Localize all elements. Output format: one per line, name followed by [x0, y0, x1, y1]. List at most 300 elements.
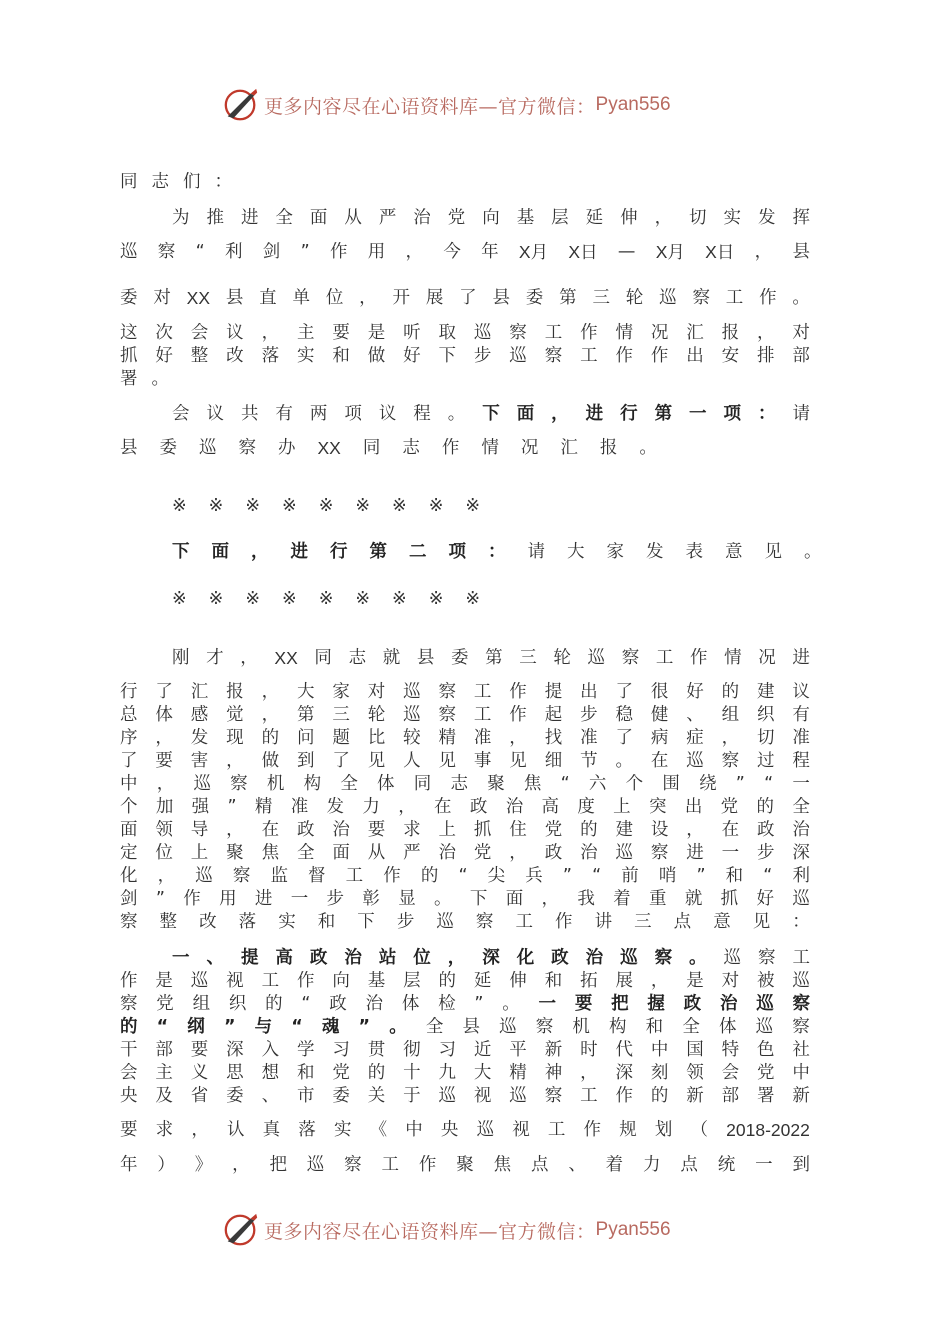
- text-char: 对: [367, 682, 386, 702]
- text-char: 个: [120, 797, 138, 817]
- text-char: 志: [450, 774, 468, 794]
- text-char: 察: [757, 948, 776, 968]
- text-char: 准: [290, 797, 309, 817]
- text-char: 平: [509, 1040, 527, 1060]
- text-char: 焦: [493, 1155, 512, 1175]
- text-char: 织: [228, 994, 247, 1014]
- text-char: ※: [355, 589, 371, 609]
- text-char: 意: [725, 542, 743, 562]
- bold-text-char: 、: [206, 948, 224, 968]
- text-char: 实: [278, 912, 296, 932]
- text-char: 焦: [261, 843, 280, 863]
- text-char: 严: [403, 843, 421, 863]
- text-char: 对: [721, 971, 740, 991]
- text-char: 着: [613, 889, 631, 909]
- text-char: 办: [278, 438, 296, 458]
- text-line: [120, 1038, 810, 1062]
- text-char: 住: [509, 820, 527, 840]
- text-char: ：: [214, 172, 232, 192]
- text-char: 出: [580, 682, 598, 702]
- text-char: 县: [492, 288, 510, 308]
- text-char: 治: [505, 797, 524, 817]
- text-char: 整: [190, 346, 209, 366]
- text-char: 前: [621, 866, 639, 886]
- text-char: ※: [428, 589, 444, 609]
- text-char: ，: [398, 797, 416, 817]
- bold-text-char: 治: [344, 948, 362, 968]
- text-char: 是: [367, 323, 386, 343]
- text-char: ※: [318, 496, 334, 516]
- text-char: 度: [577, 797, 595, 817]
- text-char: 的: [756, 797, 774, 817]
- text-char: 讲: [594, 912, 613, 932]
- text-char: 步: [326, 889, 345, 909]
- text-char: 大: [567, 542, 585, 562]
- text-line: [120, 864, 810, 888]
- text-char: 。: [615, 751, 633, 771]
- text-char: 下: [469, 889, 488, 909]
- text-char: 进: [240, 208, 259, 228]
- text-char: 行: [120, 682, 138, 702]
- text-char: ”: [155, 889, 165, 909]
- text-char: 构: [303, 774, 322, 794]
- bold-text-char: 第: [654, 404, 673, 424]
- text-char: 察: [544, 1086, 563, 1106]
- text-char: 议: [206, 404, 224, 424]
- text-char: 问: [296, 728, 315, 748]
- text-char: 委: [226, 1086, 244, 1106]
- bold-text-char: 要: [574, 994, 593, 1014]
- text-char: 部: [792, 346, 810, 366]
- text-char: 察: [120, 994, 138, 1014]
- text-char: 挥: [792, 208, 810, 228]
- text-char: 体: [155, 705, 173, 725]
- text-char: 县: [462, 1017, 480, 1037]
- text-char: 巡: [195, 866, 213, 886]
- text-char: 体: [718, 1017, 737, 1037]
- text-char: 哨: [658, 866, 677, 886]
- text-line: [120, 240, 810, 264]
- bold-text-char: 与: [254, 1017, 273, 1037]
- text-char: 向: [332, 971, 350, 991]
- text-char: 、: [261, 1086, 280, 1106]
- text-char: 深: [226, 1040, 244, 1060]
- text-char: ”: [474, 994, 484, 1014]
- text-char: 落: [298, 1120, 316, 1140]
- text-char: ，: [757, 323, 775, 343]
- text-char: 作: [583, 1120, 602, 1140]
- text-char: 见: [367, 751, 386, 771]
- text-char: 次: [155, 323, 173, 343]
- text-char: ”: [562, 866, 572, 886]
- text-char: 位: [325, 288, 344, 308]
- text-char: ，: [754, 242, 773, 262]
- text-char: 署: [120, 369, 138, 389]
- text-char: 题: [332, 728, 350, 748]
- text-char: 治: [365, 994, 384, 1014]
- text-char: XX: [317, 438, 341, 458]
- text-char: 导: [190, 820, 209, 840]
- text-char: 要: [190, 1040, 209, 1060]
- bold-text-char: ”: [358, 1017, 371, 1037]
- text-char: 在: [650, 751, 669, 771]
- text-char: 在: [261, 820, 280, 840]
- text-char: 同: [413, 774, 432, 794]
- text-char: 义: [190, 1063, 209, 1083]
- text-char: 全: [296, 843, 315, 863]
- text-char: ，: [261, 682, 280, 702]
- bold-text-char: 。: [389, 1017, 407, 1037]
- text-char: 作: [329, 242, 348, 262]
- text-char: 今: [443, 242, 461, 262]
- text-char: 巡: [306, 1155, 325, 1175]
- bold-text-char: 位: [413, 948, 431, 968]
- text-char: 政: [329, 994, 347, 1014]
- text-char: 请: [792, 404, 810, 424]
- text-char: 感: [190, 705, 209, 725]
- text-char: 近: [473, 1040, 492, 1060]
- text-char: 程: [792, 751, 810, 771]
- bold-text-char: 察: [654, 948, 673, 968]
- bold-text-char: 魂: [321, 1017, 340, 1037]
- text-char: 报: [721, 323, 740, 343]
- text-char: 展: [425, 288, 444, 308]
- pen-logo-icon: [222, 1211, 260, 1249]
- text-char: 入: [261, 1040, 280, 1060]
- bold-text-char: 下: [172, 542, 190, 562]
- text-char: ，: [226, 751, 244, 771]
- text-char: 了: [332, 751, 350, 771]
- text-char: 巡: [120, 242, 138, 262]
- text-char: 央: [120, 1086, 138, 1106]
- text-char: 现: [226, 728, 244, 748]
- text-char: 十: [403, 1063, 421, 1083]
- text-char: 进: [792, 648, 810, 668]
- text-char: 视: [512, 1120, 530, 1140]
- text-char: 轮: [553, 648, 571, 668]
- text-char: 利: [224, 242, 243, 262]
- text-line: [120, 1015, 810, 1039]
- text-char: 察: [650, 843, 669, 863]
- text-char: ：: [792, 912, 810, 932]
- bold-text-char: 的: [120, 1017, 138, 1037]
- text-char: 改: [199, 912, 217, 932]
- text-char: 大: [296, 682, 315, 702]
- text-char: 察: [157, 242, 176, 262]
- text-line: [120, 795, 810, 819]
- text-char: 治: [332, 820, 350, 840]
- text-char: 巡: [476, 1120, 495, 1140]
- text-char: 社: [792, 1040, 810, 1060]
- text-char: ，: [654, 208, 673, 228]
- bold-text-char: 进: [290, 542, 308, 562]
- text-char: ，: [261, 323, 280, 343]
- text-char: 力: [362, 797, 380, 817]
- text-char: 中: [405, 1120, 423, 1140]
- bold-text-char: ：: [488, 542, 506, 562]
- text-char: 巡: [199, 438, 217, 458]
- text-char: “: [763, 866, 773, 886]
- text-char: 的: [438, 971, 457, 991]
- text-char: 共: [240, 404, 259, 424]
- text-char: 党: [757, 1063, 775, 1083]
- text-char: 刚: [172, 648, 190, 668]
- text-char: 2018-2022: [726, 1120, 810, 1140]
- text-char: 全: [792, 797, 810, 817]
- text-char: 步: [580, 705, 598, 725]
- text-char: 听: [403, 323, 421, 343]
- text-char: 健: [650, 705, 669, 725]
- text-char: “: [764, 774, 774, 794]
- text-char: 着: [605, 1155, 624, 1175]
- text-line: [120, 1084, 810, 1108]
- text-char: 巡: [755, 1017, 774, 1037]
- text-char: 巡: [499, 1017, 517, 1037]
- text-char: 情: [481, 438, 499, 458]
- text-char: 事: [473, 751, 492, 771]
- text-char: 县: [416, 648, 435, 668]
- text-char: 察: [692, 288, 710, 308]
- text-char: 况: [520, 438, 539, 458]
- text-char: 在: [434, 797, 452, 817]
- text-char: 到: [296, 751, 315, 771]
- bold-text-char: ，: [251, 542, 269, 562]
- bold-text-char: 行: [620, 404, 638, 424]
- text-char: 同: [362, 438, 381, 458]
- text-char: 精: [509, 1063, 527, 1083]
- text-char: 出: [684, 797, 703, 817]
- text-char: 上: [438, 820, 457, 840]
- text-char: 拓: [580, 971, 598, 991]
- text-char: 对: [792, 323, 810, 343]
- text-char: 察: [621, 648, 640, 668]
- bold-text-char: 面: [516, 404, 535, 424]
- text-char: 取: [438, 323, 457, 343]
- text-char: 两: [309, 404, 328, 424]
- text-char: 察: [535, 1017, 554, 1037]
- text-char: 要: [367, 820, 386, 840]
- text-char: 、: [686, 705, 704, 725]
- text-char: ，: [157, 866, 176, 886]
- text-char: 全: [275, 208, 293, 228]
- text-char: 基: [367, 971, 386, 991]
- text-char: 全: [340, 774, 358, 794]
- text-char: 工: [381, 1155, 400, 1175]
- text-char: 聚: [226, 843, 244, 863]
- text-char: 巡: [792, 971, 810, 991]
- text-char: ，: [580, 1063, 598, 1083]
- text-char: 部: [721, 1086, 740, 1106]
- text-char: 构: [609, 1017, 627, 1037]
- text-line: [120, 170, 810, 194]
- text-char: 基: [516, 208, 535, 228]
- text-line: [120, 887, 810, 911]
- text-char: 治: [413, 208, 431, 228]
- text-char: 。: [447, 404, 466, 424]
- text-char: 察: [238, 438, 256, 458]
- text-char: ，: [405, 242, 424, 262]
- text-char: 是: [686, 971, 704, 991]
- text-char: 察: [232, 866, 251, 886]
- text-char: 察: [544, 346, 563, 366]
- text-char: 视: [226, 971, 244, 991]
- text-char: 排: [757, 346, 775, 366]
- text-char: 全: [682, 1017, 700, 1037]
- text-char: 部: [155, 1040, 173, 1060]
- text-char: 工: [580, 346, 598, 366]
- text-char: ※: [428, 496, 444, 516]
- bold-text-char: 提: [240, 948, 259, 968]
- text-char: 作: [615, 1086, 633, 1106]
- text-char: 特: [721, 1040, 740, 1060]
- text-char: 督: [308, 866, 326, 886]
- text-char: 轮: [367, 705, 386, 725]
- text-char: ※: [318, 589, 334, 609]
- bold-text-char: 化: [516, 948, 535, 968]
- text-char: 检: [438, 994, 456, 1014]
- text-char: 主: [296, 323, 315, 343]
- text-char: 程: [413, 404, 431, 424]
- text-char: 到: [792, 1155, 810, 1175]
- text-char: 轮: [625, 288, 644, 308]
- text-char: 报: [226, 682, 244, 702]
- text-char: 情: [724, 648, 742, 668]
- text-char: 了: [615, 728, 633, 748]
- text-char: ）: [157, 1155, 175, 1175]
- text-char: 及: [155, 1086, 173, 1106]
- text-char: 抓: [720, 889, 739, 909]
- text-char: 同: [314, 648, 332, 668]
- text-char: 贯: [367, 1040, 386, 1060]
- text-line: [120, 703, 810, 727]
- text-char: 央: [440, 1120, 459, 1140]
- text-line: [120, 436, 810, 460]
- banner-wechat-id: Pyan556: [595, 1219, 671, 1240]
- text-char: ，: [226, 820, 244, 840]
- text-char: 组: [192, 994, 211, 1014]
- text-char: 病: [650, 728, 669, 748]
- bold-text-char: 治: [585, 948, 604, 968]
- text-char: 面: [332, 843, 350, 863]
- watermark-banner-bottom: [222, 1210, 742, 1250]
- text-char: 出: [686, 346, 704, 366]
- text-char: 新: [686, 1086, 704, 1106]
- text-char: 会: [190, 323, 209, 343]
- bold-text-char: ，: [447, 948, 466, 968]
- text-char: ※: [282, 589, 297, 609]
- text-char: 在: [721, 820, 740, 840]
- text-char: 好: [686, 682, 704, 702]
- text-char: 节: [580, 751, 598, 771]
- text-char: 开: [392, 288, 410, 308]
- text-char: 察: [344, 1155, 362, 1175]
- text-char: 规: [619, 1120, 637, 1140]
- text-char: 层: [403, 971, 421, 991]
- text-char: 做: [261, 751, 280, 771]
- text-char: 请: [527, 542, 545, 562]
- text-char: 治: [580, 843, 598, 863]
- text-char: 步: [473, 346, 492, 366]
- text-char: 三: [332, 705, 350, 725]
- text-line: [120, 321, 810, 345]
- bold-text-char: “: [291, 1017, 303, 1037]
- text-char: 要: [155, 751, 173, 771]
- text-char: 和: [332, 346, 350, 366]
- text-char: 于: [403, 1086, 421, 1106]
- text-char: 点: [673, 912, 692, 932]
- banner-wechat-id: Pyan556: [595, 94, 671, 115]
- bold-text-char: 一: [689, 404, 707, 424]
- text-char: 工: [725, 288, 744, 308]
- text-char: 党: [332, 1063, 350, 1083]
- text-char: 巡: [438, 1086, 457, 1106]
- text-char: 很: [650, 682, 669, 702]
- text-char: ※: [208, 589, 224, 609]
- text-char: 工: [547, 1120, 566, 1140]
- text-char: 况: [650, 323, 669, 343]
- text-char: 县: [225, 288, 244, 308]
- text-char: 准: [580, 728, 598, 748]
- text-char: 察: [438, 705, 457, 725]
- text-char: 化: [120, 866, 138, 886]
- text-line: [120, 1118, 810, 1142]
- text-char: 表: [685, 542, 703, 562]
- text-char: 视: [473, 1086, 492, 1106]
- text-char: 稳: [615, 705, 633, 725]
- text-char: 作: [509, 705, 527, 725]
- text-char: 。: [434, 889, 452, 909]
- text-char: 深: [615, 1063, 633, 1083]
- text-char: 伸: [509, 971, 527, 991]
- text-char: 作: [509, 682, 527, 702]
- text-char: 领: [686, 1063, 704, 1083]
- banner-text: 更多内容尽在心语资料库—官方微信：: [264, 1220, 596, 1243]
- text-char: 较: [403, 728, 421, 748]
- text-char: 主: [155, 1063, 173, 1083]
- text-char: 们: [183, 172, 201, 192]
- text-char: 志: [402, 438, 420, 458]
- text-char: XX: [186, 288, 211, 308]
- text-char: ※: [172, 589, 187, 609]
- bold-text-char: ”: [223, 1017, 236, 1037]
- bold-text-char: 。: [689, 948, 707, 968]
- text-char: 巡: [615, 843, 633, 863]
- text-char: 害: [190, 751, 209, 771]
- text-char: 工: [655, 648, 674, 668]
- text-char: 《: [369, 1120, 388, 1140]
- text-char: 市: [296, 1086, 315, 1106]
- text-char: 会: [721, 1063, 740, 1083]
- text-char: 整: [159, 912, 178, 932]
- text-line: [120, 992, 810, 1016]
- text-char: 起: [544, 705, 563, 725]
- text-char: 精: [438, 728, 457, 748]
- text-char: 剑: [120, 889, 138, 909]
- text-char: 作: [296, 971, 315, 991]
- text-char: 新: [792, 1086, 810, 1106]
- bold-text-char: 巡: [756, 994, 774, 1014]
- text-char: 议: [792, 682, 810, 702]
- text-char: 家: [606, 542, 624, 562]
- text-char: 改: [226, 346, 244, 366]
- bold-text-char: 纲: [187, 1017, 205, 1037]
- bold-text-char: ，: [551, 404, 569, 424]
- text-char: ，: [232, 1155, 250, 1175]
- text-char: 机: [572, 1017, 590, 1037]
- bold-text-char: 项: [448, 542, 466, 562]
- text-char: 议: [378, 404, 397, 424]
- text-char: 巡: [473, 323, 492, 343]
